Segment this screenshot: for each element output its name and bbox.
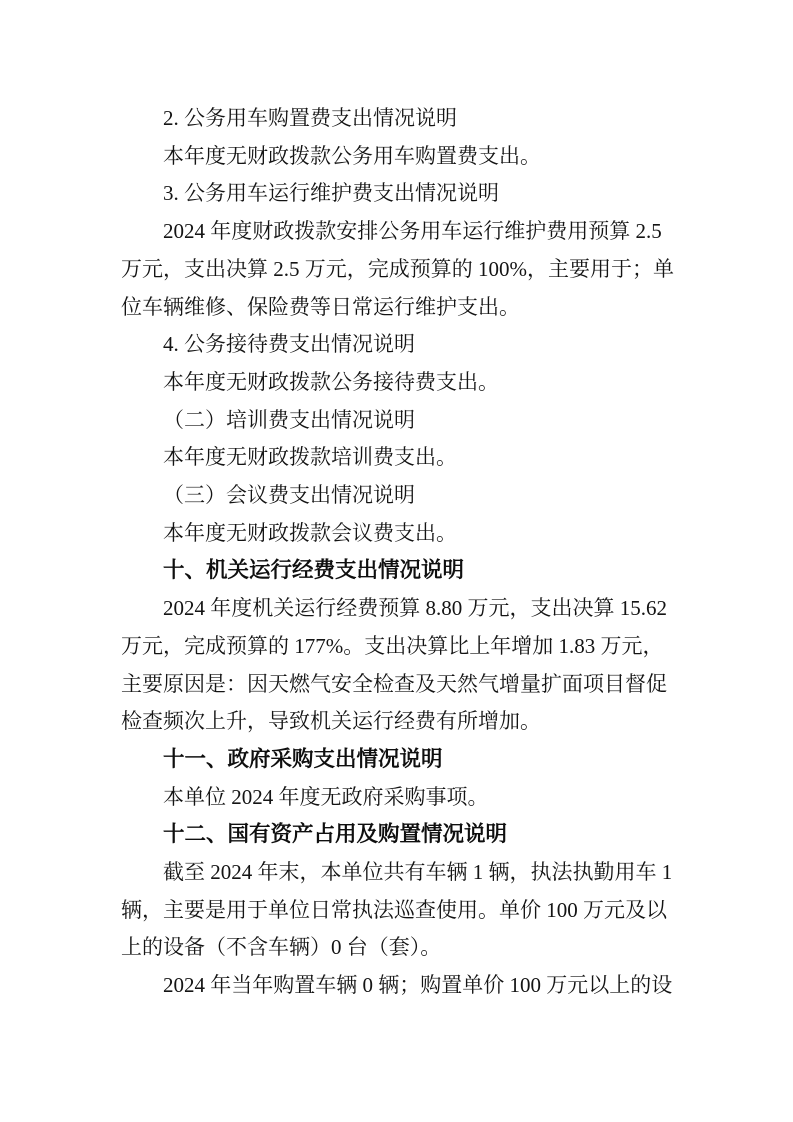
text-line: 上的设备（不含车辆）0 台（套）。 xyxy=(121,935,442,960)
text-line: 截至 2024 年末，本单位共有车辆 1 辆，执法执勤用车 1 xyxy=(163,860,673,885)
text-line: 检查频次上升，导致机关运行经费有所增加。 xyxy=(121,709,541,734)
text-line: 3. 公务用车运行维护费支出情况说明 xyxy=(163,181,499,206)
text-line: 本年度无财政拨款公务接待费支出。 xyxy=(163,369,499,394)
text-line: 4. 公务接待费支出情况说明 xyxy=(163,332,415,357)
text-line: 位车辆维修、保险费等日常运行维护支出。 xyxy=(121,294,520,319)
text-line: 万元，支出决算 2.5 万元，完成预算的 100%，主要用于；单 xyxy=(121,256,674,281)
text-line: 2024 年度机关运行经费预算 8.80 万元，支出决算 15.62 xyxy=(163,596,667,621)
text-line: 本单位 2024 年度无政府采购事项。 xyxy=(163,784,489,809)
section-heading: 十二、国有资产占用及购置情况说明 xyxy=(163,822,508,847)
text-line: 2024 年当年购置车辆 0 辆；购置单价 100 万元以上的设 xyxy=(163,973,673,998)
text-line: （二）培训费支出情况说明 xyxy=(163,407,415,432)
text-line: 2024 年度财政拨款安排公务用车运行维护费用预算 2.5 xyxy=(163,219,662,244)
text-line: 本年度无财政拨款会议费支出。 xyxy=(163,520,457,545)
section-heading: 十、机关运行经费支出情况说明 xyxy=(163,558,465,583)
text-line: （三）会议费支出情况说明 xyxy=(163,483,415,508)
text-line: 主要原因是：因天燃气安全检查及天然气增量扩面项目督促 xyxy=(121,671,667,696)
text-line: 2. 公务用车购置费支出情况说明 xyxy=(163,106,457,130)
text-line: 本年度无财政拨款培训费支出。 xyxy=(163,445,457,470)
document-body xyxy=(121,100,673,1005)
text-line: 本年度无财政拨款公务用车购置费支出。 xyxy=(163,143,541,168)
text-line: 万元，完成预算的 177%。支出决算比上年增加 1.83 万元， xyxy=(121,633,664,658)
section-heading: 十一、政府采购支出情况说明 xyxy=(163,746,443,771)
text-line: 辆，主要是用于单位日常执法巡查使用。单价 100 万元及以 xyxy=(121,897,667,922)
